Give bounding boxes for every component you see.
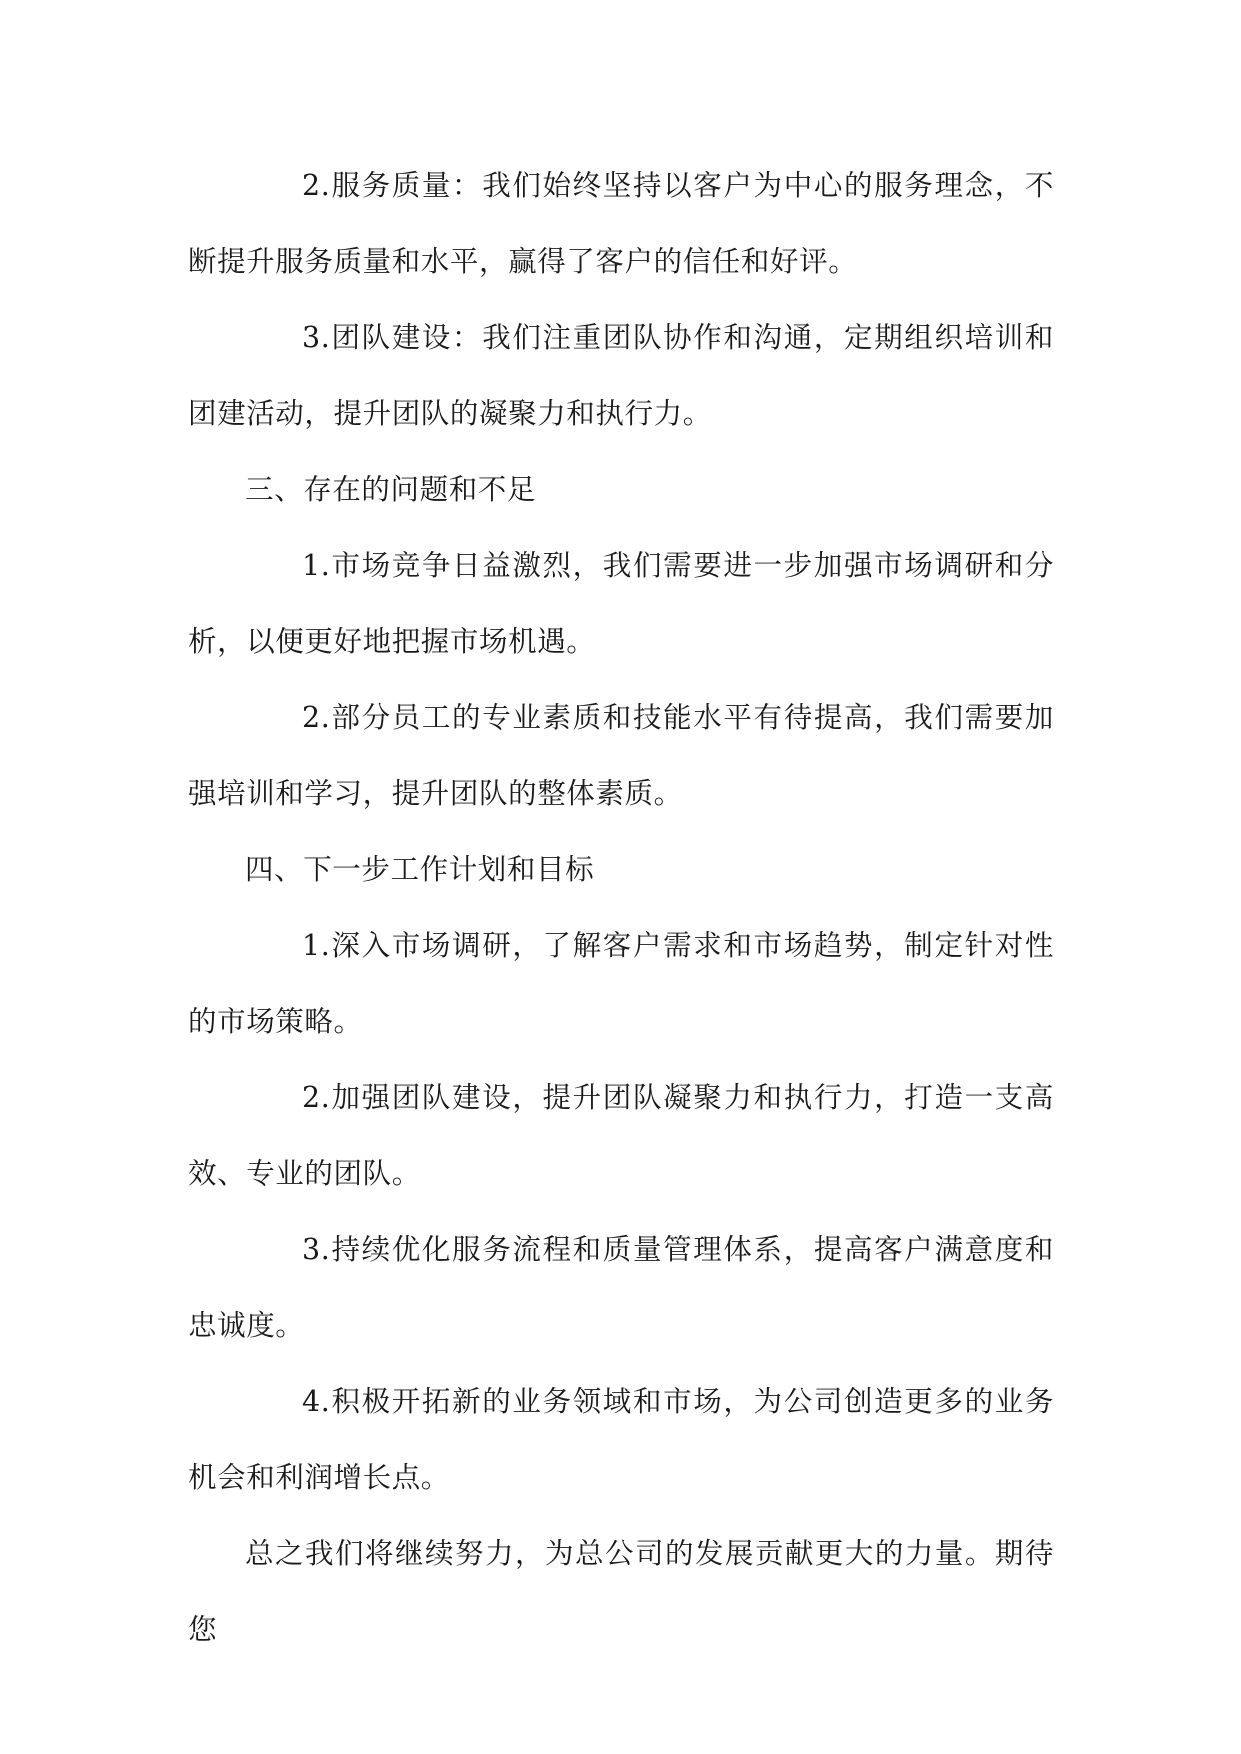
paragraph-number: 3. (302, 1233, 331, 1266)
document-body (188, 148, 1054, 1668)
section-heading-next-plan (188, 832, 1054, 908)
paragraph-text: 服务质量：我们始终坚持以客户为中心的服务理念，不断提升服务质量和水平，赢得了客户的信任和好评。 (188, 169, 1054, 278)
paragraph-team-building (188, 300, 1054, 452)
section-heading-problems (188, 452, 1054, 528)
paragraph-plan-3 (188, 1212, 1054, 1364)
paragraph-text: 总之我们将继续努力，为总公司的发展贡献更大的力量。期待您 (188, 1537, 1054, 1646)
paragraph-plan-2 (188, 1060, 1054, 1212)
paragraph-text: 团队建设：我们注重团队协作和沟通，定期组织培训和团建活动，提升团队的凝聚力和执行力。 (188, 321, 1054, 430)
heading-text: 四、下一步工作计划和目标 (245, 853, 595, 886)
paragraph-number: 3. (302, 321, 331, 354)
paragraph-text: 持续优化服务流程和质量管理体系，提高客户满意度和忠诚度。 (188, 1233, 1054, 1342)
paragraph-number: 2. (302, 701, 331, 734)
paragraph-service-quality (188, 148, 1054, 300)
paragraph-plan-4 (188, 1364, 1054, 1516)
paragraph-number: 2. (302, 169, 331, 202)
paragraph-number: 4. (302, 1385, 331, 1418)
paragraph-closing (188, 1516, 1054, 1668)
paragraph-plan-1 (188, 908, 1054, 1060)
paragraph-number: 1. (302, 929, 331, 962)
paragraph-problem-2 (188, 680, 1054, 832)
paragraph-text: 加强团队建设，提升团队凝聚力和执行力，打造一支高效、专业的团队。 (188, 1081, 1054, 1190)
paragraph-text: 市场竞争日益激烈，我们需要进一步加强市场调研和分析，以便更好地把握市场机遇。 (188, 549, 1054, 658)
paragraph-text: 积极开拓新的业务领域和市场，为公司创造更多的业务机会和利润增长点。 (188, 1385, 1054, 1494)
paragraph-text: 深入市场调研，了解客户需求和市场趋势，制定针对性的市场策略。 (188, 929, 1054, 1038)
heading-text: 三、存在的问题和不足 (245, 473, 537, 506)
paragraph-number: 2. (302, 1081, 331, 1114)
paragraph-text: 部分员工的专业素质和技能水平有待提高，我们需要加强培训和学习，提升团队的整体素质。 (188, 701, 1054, 810)
paragraph-problem-1 (188, 528, 1054, 680)
paragraph-number: 1. (302, 549, 331, 582)
